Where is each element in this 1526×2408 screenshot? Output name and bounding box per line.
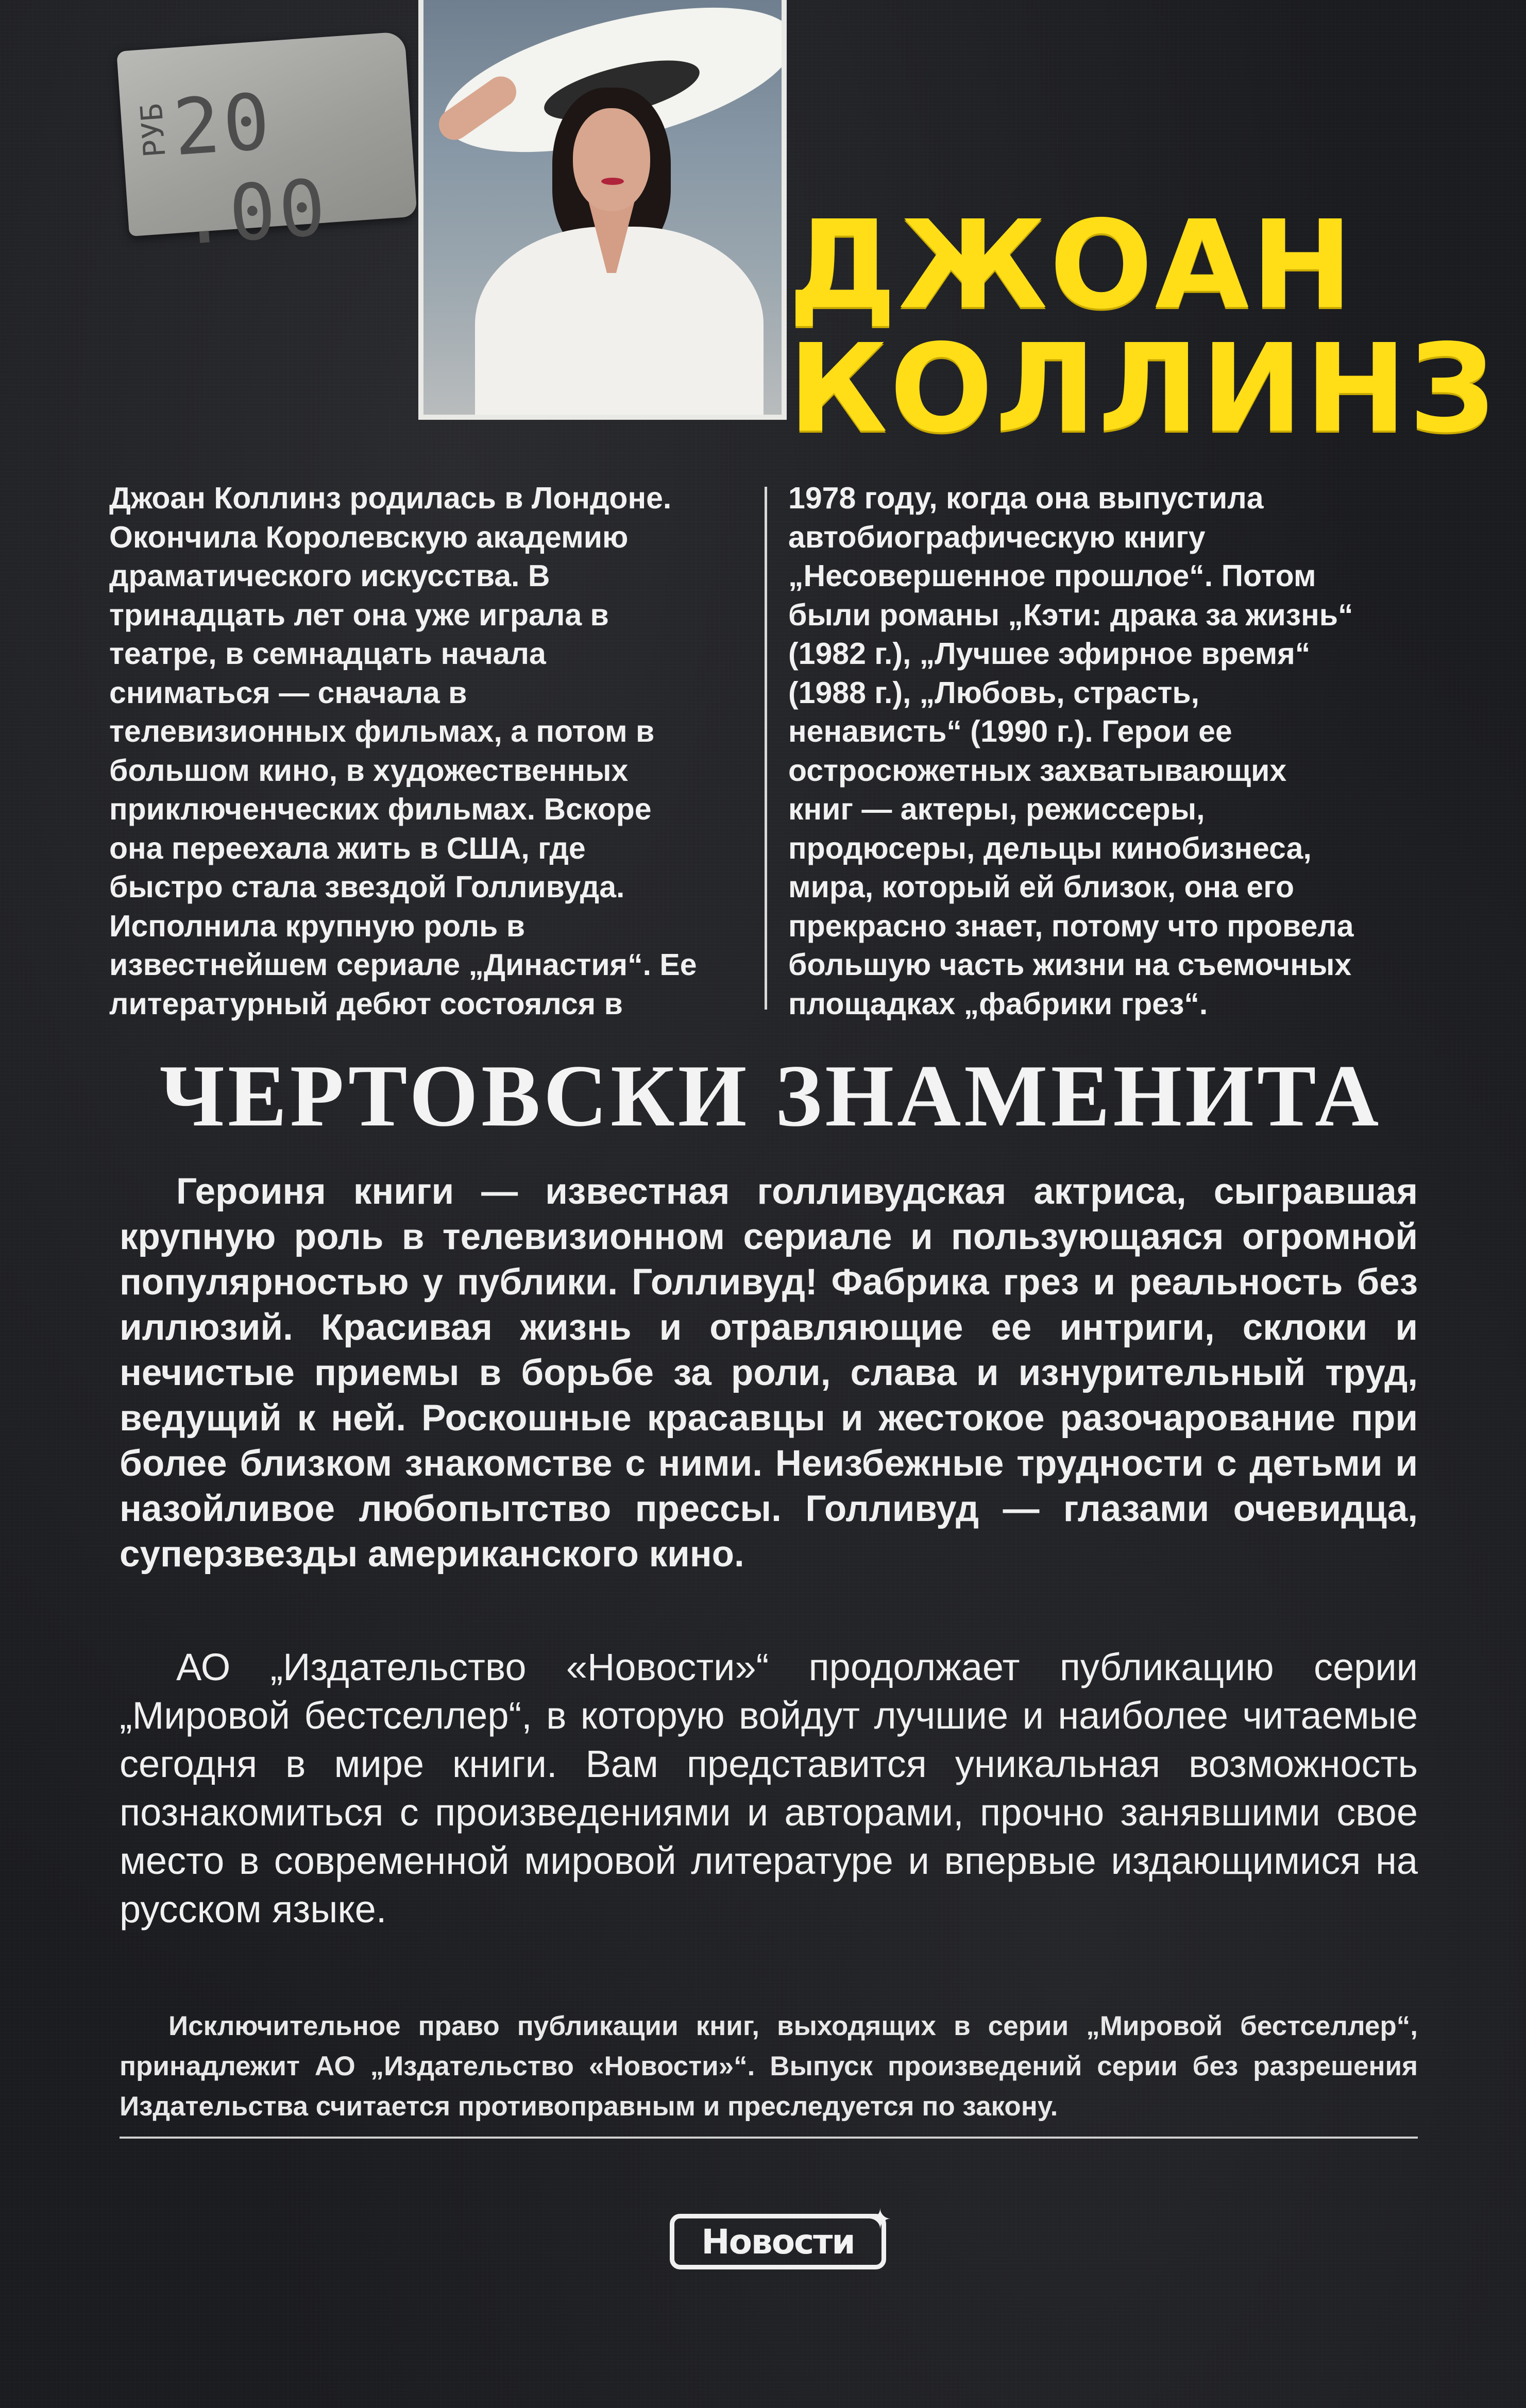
column-divider — [765, 487, 767, 1010]
bio-column-left: Джоан Коллинз родилась в Лондоне. Окончила Королевскую академию драматического искусства. В тринадцать лет она уже играла в театре, в семнадцать начала сниматься — сначала в телевизионных фильмах, а потом в большом кино, в художественных приключенческих фильмах. Вскоре она переехала жить в США, где быстро стала звездой Голливуда. Исполнила крупную роль в известнейшем сериале „Династия“. Ее литературный дебют состоялся в — [109, 481, 697, 1021]
photo-lips — [601, 178, 624, 185]
book-title: ЧЕРТОВСКИ ЗНАМЕНИТА — [159, 1047, 1382, 1145]
horizontal-rule — [120, 2137, 1418, 2139]
star-icon: ✦ — [868, 2203, 891, 2235]
publisher-logo-text: Новости — [701, 2222, 855, 2262]
price-currency: РУБ — [133, 102, 173, 159]
author-photo — [418, 0, 787, 420]
author-name — [788, 194, 1498, 459]
price-sticker — [116, 31, 417, 263]
author-last-name: КОЛЛИНЗ — [788, 318, 1498, 459]
copyright-notice: Исключительное право публикации книг, выходящих в серии „Мировой бестселлер“, принадлежит АО „Издательство «Новости»“. Выпуск произведений серии без разрешения Издательства считается противоправным и преследуется по закону. — [120, 2011, 1418, 2122]
book-annotation: Героиня книги — известная голливудская актриса, сыгравшая крупную роль в телевизионном сериале и пользующаяся огромной популярностью у публики. Голливуд! Фабрика грез и реальность без иллюзий. Красивая жизнь и отравляющие ее интриги, склоки и нечистые приемы в борьбе за роли, слава и изнурительный труд, ведущий к ней. Роскошные красавцы и жестокое разочарование при более близком знакомстве с ними. Неизбежные трудности с детьми и назойливое любопытство прессы. Голливуд — глазами очевидца, суперзвезды американского кино. — [120, 1171, 1418, 1575]
author-first-name: ДЖОАН — [788, 194, 1355, 336]
price-amount: 20 .00 — [170, 77, 332, 263]
bio-column-right: 1978 году, когда она выпустила автобиографическую книгу „Несовершенное прошлое“. Потом были романы „Кэти: драка за жизнь“ (1982 г.), „Лучшее эфирное время“ (1988 г.), „Любовь, страсть, ненависть“ (1990 г.). Герои ее остросюжетных захватывающих книг — актеры, режиссеры, продюсеры, дельцы кинобизнеса, мира, который ей близок, она его прекрасно знает, потому что провела большую часть жизни на съемочных площадках „фабрики грез“. — [788, 481, 1354, 1021]
publisher-logo — [670, 2203, 891, 2269]
series-description: АО „Издательство «Новости»“ продолжает публикацию серии „Мировой бестселлер“, в которую войдут лучшие и наиболее читаемые сегодня в мире книги. Вам представится уникальная возможность познакомиться с произведениями и авторами, прочно занявшими свое место в современной мировой литературе и впервые издающимися на русском языке. — [120, 1646, 1418, 1931]
photo-face — [573, 108, 650, 211]
